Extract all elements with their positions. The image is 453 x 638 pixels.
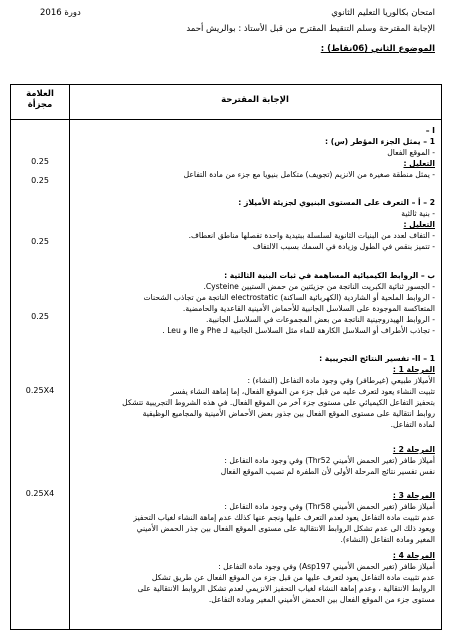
answer-line: 1 – يمثل الجزء المؤطر (س) : (325, 137, 435, 146)
answer-line: المرحلة 3 : (392, 491, 435, 500)
session-label: دورة 2016 (40, 8, 81, 18)
answer-line: - يمثل منطقة صغيرة من الانزيم (تجويف) متكامل بنيويا مع جزء من مادة التفاعل (183, 170, 435, 179)
header-separator (11, 119, 441, 120)
column-separator (69, 85, 70, 629)
answer-line: التعليل : (403, 159, 435, 168)
answer-line: - الروابط الهيدروجينية الناتجة من بعض المجموعات في السلاسل الجانبية. (205, 315, 435, 324)
answer-line: تثبيت النشاء يعود لتعرف عليه من قبل جزء من الموقع الفعال، إما إماهة النشاء يفسر (170, 387, 435, 396)
answer-line: المرحلة 2 : (392, 445, 435, 454)
answer-line: - الموقع الفعال (387, 148, 435, 157)
answer-line: 2 – أ – التعرف على المستوى البنيوي لجزيئة الأميلاز : (238, 198, 435, 207)
answer-line: - الروابط الملحية أو الشاردية (الكهربائية الساكنة) electrostatic الناتجة من تجاذب الشحنات (143, 293, 435, 302)
answer-line: الأميلاز طبيعي (غيرطافر) وفي وجود مادة التفاعل (النشاء) : (247, 376, 435, 385)
exam-title: امتحان بكالوريا التعليم الثانوي (331, 8, 435, 18)
answer-line: المغير ومادة التفاعل (النشاء). (340, 535, 435, 544)
answer-line: عدم تثبيت مادة التفاعل يعود لتعرف عليها من قبل جزء من الموقع الفعال عن طريق تشكل (151, 573, 435, 582)
answer-column-header: الإجابة المقترحة (221, 95, 289, 105)
answer-line: I – (425, 126, 435, 135)
answer-line: الروابط الانتقالية ، وعدم إماهة النشاء لغياب التحفيز الانزيمي لعدم تشكل الروابط الانتقالية على (137, 584, 435, 593)
score-value: 0.25 (31, 157, 49, 166)
answer-line: - الجسور ثنائية الكبريت الناتجة من جزيئتين من حمض الستيين Cysteine. (203, 282, 435, 291)
answer-line: المرحلة 4 : (392, 551, 435, 560)
subtitle: الإجابة المقترحة وسلم التنقيط المقترح من قبل الأستاذ : بوالريش أحمد (186, 24, 435, 34)
answer-line: مستوى جزء من الموقع الفعال بين الحمض الأميني المغير ومادة التفاعل. (208, 595, 435, 604)
score-value: 0.25 (31, 176, 49, 185)
score-value: 0.25 (31, 237, 49, 246)
score-value: 0.25X4 (25, 386, 55, 395)
answer-line: لمادة التفاعل. (390, 420, 435, 429)
answer-line: التعليل : (403, 220, 435, 229)
score-column-header: العلامة مجزأة (26, 89, 54, 110)
answer-line: أميلاز طافر (تغير الحمض الأميني Thr52) وفي وجود مادة التفاعل : (224, 456, 435, 465)
answer-line: II – 1- تفسير النتائج التجريبية : (319, 354, 435, 363)
answer-line: ب – الروابط الكيميائية المساهمة في ثبات البنية الثالثية : (224, 271, 435, 280)
answer-line: المتعاكسة الموجودة على السلاسل الجانبية للأحماض الأمينية القاعدية والحامضية. (182, 304, 435, 313)
answer-line: ويعود ذلك الى عدم تشكل الروابط الانتقالية على مستوى الموقع الفعال بين جذر الحمض الأميني (136, 524, 435, 533)
topic-title: الموضوع الثاني (06نقاط) : (320, 44, 435, 54)
answer-line: - بنية ثالثية (401, 209, 435, 218)
answer-line: روابط انتقالية على مستوى الموقع الفعال بين جذور بعض الأحماض الأمينية والمجاميع الوظيفية (142, 409, 435, 418)
answer-line: أميلاز طافر (تغير الحمض الأميني Asp197) وفي وجود مادة التفاعل : (218, 562, 435, 571)
answer-line: عدم تثبيت مادة التفاعل يعود لعدم التعرف عليها ونجم عنها كذلك عدم إماهة النشاء لغياب التحفيز (133, 513, 435, 522)
score-value: 0.25 (31, 312, 49, 321)
answer-line: نفس تفسير نتائج المرحلة الأولى لأن الطفرة لم تصيب الموقع الفعال (220, 467, 435, 476)
score-value: 0.25X4 (25, 489, 55, 498)
answer-line: أميلاز طافر (تغير الحمض الأميني Thr58) وفي وجود مادة التفاعل : (224, 502, 435, 511)
answer-line: المرحلة 1 : (392, 365, 435, 374)
answer-line: - تجاذب الأطراف أو السلاسل الكارهة للماء مثل السلاسل الجانبية لـ Phe و Ile و Leu . (162, 326, 435, 335)
answer-table (10, 84, 442, 630)
answer-line: - التفاف لعدد من البنيات الثانوية لسلسلة ببتيدية واحدة تفصلها مناطق انعطاف. (188, 231, 435, 240)
answer-line: بتحفيز التفاعل الكيميائي على مستوى جزء آخر من الموقع الفعال. في هذه الشروط التجريبية تتشكل (122, 398, 435, 407)
answer-line: - تتميز بنقص في الطول وزيادة في السمك بسبب الالتفاف (252, 242, 435, 251)
